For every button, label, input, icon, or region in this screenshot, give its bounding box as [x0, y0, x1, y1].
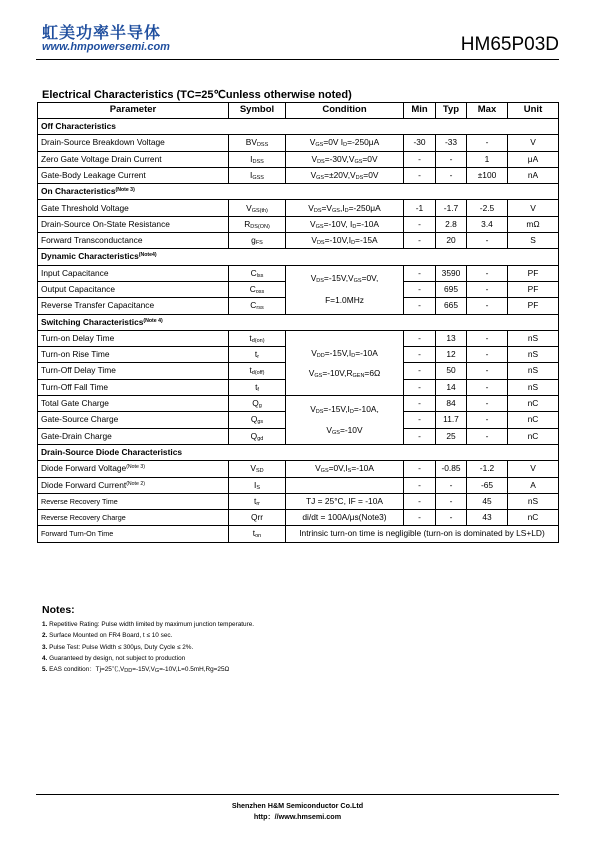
cell-typ: -: [436, 493, 467, 509]
cell-min: -: [404, 477, 436, 493]
group-title: [38, 314, 559, 330]
col-header-max: Max: [467, 103, 508, 119]
cell-typ: 14: [436, 379, 467, 395]
cell-symbol: $g_{FS}$: [229, 233, 286, 249]
cell-min: -: [404, 281, 436, 297]
cell-typ: 2.8: [436, 216, 467, 232]
cell-parameter: Forward Transconductance: [38, 233, 229, 249]
cell-symbol: $t_r$: [229, 347, 286, 363]
cell-min: -1: [404, 200, 436, 216]
cell-condition: Intrinsic turn-on time is negligible (turn-on is dominated by LS+LD): [286, 526, 559, 542]
cell-typ: 11.7: [436, 412, 467, 428]
cell-min: -: [404, 151, 436, 167]
cell-condition: $V_{GS}=\pm 20V,V_{DS}=0V$: [286, 167, 404, 183]
col-header-symbol: Symbol: [229, 103, 286, 119]
cell-typ: -0.85: [436, 461, 467, 477]
cell-typ: 50: [436, 363, 467, 379]
cell-symbol: $t_{d(off)}$: [229, 363, 286, 379]
note-text: Guaranteed by design, not subject to production: [49, 654, 186, 662]
cell-parameter: Reverse Recovery Charge: [38, 510, 229, 526]
cell-unit: nS: [508, 493, 559, 509]
cell-max: -: [467, 135, 508, 151]
cell-unit: μA: [508, 151, 559, 167]
cell-condition: $V_{DS}=-10V,I_D=-15A$: [286, 233, 404, 249]
table-row: [38, 396, 559, 412]
cell-unit: A: [508, 477, 559, 493]
cell-max: -65: [467, 477, 508, 493]
cell-typ: 695: [436, 281, 467, 297]
cell-condition: $V_{GS}=0V,I_S=-10A$: [286, 461, 404, 477]
cell-min: -: [404, 216, 436, 232]
notes-title: Notes:: [42, 604, 75, 616]
cell-typ: -33: [436, 135, 467, 151]
cell-max: -: [467, 412, 508, 428]
cell-parameter: Turn-Off Fall Time: [38, 379, 229, 395]
group-row-off: [38, 119, 559, 135]
note-item: [42, 653, 254, 664]
cell-typ: 84: [436, 396, 467, 412]
cell-parameter: Gate Threshold Voltage: [38, 200, 229, 216]
table-row: [38, 200, 559, 216]
table-row: [38, 461, 559, 477]
footer-company: Shenzhen H&M Semiconductor Co.Ltd: [231, 801, 364, 810]
cell-min: -: [404, 330, 436, 346]
cell-max: 43: [467, 510, 508, 526]
col-header-typ: Typ: [436, 103, 467, 119]
cell-typ: -: [436, 477, 467, 493]
part-number: HM65P03D: [460, 34, 559, 55]
note-number: 3.: [42, 643, 48, 651]
group-row-diode: [38, 444, 559, 460]
group-note: (Note 4): [143, 317, 163, 324]
cell-max: -2.5: [467, 200, 508, 216]
cell-symbol: $V_{GS(th)}$: [229, 200, 286, 216]
cell-unit: V: [508, 135, 559, 151]
cell-max: -: [467, 363, 508, 379]
cell-parameter: Diode Forward Current$^{(Note 2)}$: [38, 477, 229, 493]
group-note: (Note 3): [115, 187, 135, 194]
group-title: [38, 184, 559, 200]
cell-typ: 3590: [436, 265, 467, 281]
cell-min: -: [404, 379, 436, 395]
cell-max: 1: [467, 151, 508, 167]
cell-min: -: [404, 461, 436, 477]
cell-max: 3.4: [467, 216, 508, 232]
table-row: [38, 493, 559, 509]
cell-condition: $V_{DS}=-15V,I_D=-10A$, $V_{GS}=-10V$: [286, 396, 404, 445]
col-header-parameter: Parameter: [38, 103, 229, 119]
cell-max: -: [467, 396, 508, 412]
cell-typ: 20: [436, 233, 467, 249]
cell-condition: $V_{GS}=-10V$, $I_D=-10A$: [286, 216, 404, 232]
cell-parameter: Diode Forward Voltage$^{(Note 3)}$: [38, 461, 229, 477]
cell-parameter: Input Capacitance: [38, 265, 229, 281]
cell-parameter: Drain-Source On-State Resistance: [38, 216, 229, 232]
cell-min: -: [404, 428, 436, 444]
table-row: [38, 135, 559, 151]
cell-max: -: [467, 347, 508, 363]
cell-unit: S: [508, 233, 559, 249]
cell-typ: -: [436, 167, 467, 183]
cell-condition: $V_{GS}=0V$ $I_D=-250\mu A$: [286, 135, 404, 151]
note-item: [42, 642, 254, 653]
table-row: [38, 233, 559, 249]
note-number: 2.: [42, 632, 48, 640]
cell-symbol: $C_{oss}$: [229, 281, 286, 297]
group-title: Off Characteristics: [38, 119, 559, 135]
note-item: [42, 619, 254, 630]
col-header-min: Min: [404, 103, 436, 119]
cell-condition: TJ = 25°C, IF = -10A: [286, 493, 404, 509]
cell-unit: PF: [508, 281, 559, 297]
cell-parameter: Forward Turn-On Time: [38, 526, 229, 542]
note-number: 4.: [42, 654, 48, 662]
cell-min: -: [404, 347, 436, 363]
cell-symbol: $I_{DSS}$: [229, 151, 286, 167]
footer-url: http：//www.hmsemi.com: [253, 812, 342, 821]
group-row-on: [38, 184, 559, 200]
cell-max: -: [467, 330, 508, 346]
cell-parameter: Reverse Transfer Capacitance: [38, 298, 229, 314]
cell-parameter: Gate-Source Charge: [38, 412, 229, 428]
note-item: [42, 664, 254, 675]
cell-symbol: $t_{on}$: [229, 526, 286, 542]
cell-condition: $V_{DS}=V_{GS},I_D=-250\mu A$: [286, 200, 404, 216]
group-row-dynamic: [38, 249, 559, 265]
cell-unit: nS: [508, 379, 559, 395]
company-website: www.hmpowersemi.com: [42, 41, 170, 53]
cell-parameter: Turn-on Delay Time: [38, 330, 229, 346]
cell-parameter: Zero Gate Voltage Drain Current: [38, 151, 229, 167]
cell-symbol: Qrr: [229, 510, 286, 526]
cell-symbol: $R_{DS(ON)}$: [229, 216, 286, 232]
cell-parameter: Gate-Drain Charge: [38, 428, 229, 444]
cell-condition: $V_{DS}=-30V,V_{GS}=0V$: [286, 151, 404, 167]
group-title: [38, 249, 559, 265]
cell-condition: $V_{DD}=-15V,I_D=-10A$ $V_{GS}=-10V,R_{GEN}=6\Omega$: [286, 330, 404, 395]
cell-typ: 665: [436, 298, 467, 314]
group-note: (Note4): [138, 252, 157, 259]
header-divider: [36, 59, 559, 60]
table-row: [38, 526, 559, 542]
cell-unit: nS: [508, 330, 559, 346]
cell-unit: PF: [508, 265, 559, 281]
cell-min: -: [404, 493, 436, 509]
note-number: 1.: [42, 621, 48, 628]
cell-min: -: [404, 363, 436, 379]
table-row: [38, 151, 559, 167]
group-title-text: On Characteristics: [41, 186, 116, 197]
cell-max: -: [467, 428, 508, 444]
cell-min: -: [404, 396, 436, 412]
cell-unit: nC: [508, 396, 559, 412]
note-item: [42, 630, 254, 641]
cell-condition: $V_{DS}=-15V,V_{GS}=0V$, F=1.0MHz: [286, 265, 404, 314]
cell-unit: nS: [508, 363, 559, 379]
group-row-switching: [38, 314, 559, 330]
cell-symbol: $I_S$: [229, 477, 286, 493]
cell-condition: di/dt = 100A/μs(Note3): [286, 510, 404, 526]
cell-symbol: $BV_{DSS}$: [229, 135, 286, 151]
table-row: [38, 330, 559, 346]
cell-min: -: [404, 265, 436, 281]
cell-max: -: [467, 233, 508, 249]
company-logo-text: 虹美功率半导体: [42, 23, 162, 42]
cell-symbol: $t_{d(on)}$: [229, 330, 286, 346]
table-row: [38, 216, 559, 232]
cell-unit: mΩ: [508, 216, 559, 232]
cell-condition: [286, 477, 404, 493]
cell-typ: -1.7: [436, 200, 467, 216]
col-header-condition: Condition: [286, 103, 404, 119]
table-row: [38, 167, 559, 183]
note-text: Pulse Test: Pulse Width ≤ 300μs, Duty Cycle ≤ 2%.: [49, 643, 194, 651]
cell-typ: 25: [436, 428, 467, 444]
cell-min: -: [404, 412, 436, 428]
notes-list: [42, 619, 254, 675]
cell-symbol: $C_{rss}$: [229, 298, 286, 314]
cell-unit: nC: [508, 428, 559, 444]
footer-divider: [36, 794, 559, 795]
table-row: [38, 265, 559, 281]
section-title: Electrical Characteristics (TC=25℃unless otherwise noted): [42, 89, 352, 101]
cell-symbol: $Q_{gs}$: [229, 412, 286, 428]
group-title: Drain-Source Diode Characteristics: [38, 444, 559, 460]
cell-max: -: [467, 281, 508, 297]
cell-symbol: $C_{lss}$: [229, 265, 286, 281]
cell-max: ±100: [467, 167, 508, 183]
cell-unit: nC: [508, 510, 559, 526]
cell-typ: -: [436, 510, 467, 526]
cell-unit: PF: [508, 298, 559, 314]
cell-unit: nC: [508, 412, 559, 428]
cell-typ: -: [436, 151, 467, 167]
cell-parameter: Total Gate Charge: [38, 396, 229, 412]
electrical-characteristics-table: [37, 102, 559, 543]
cell-symbol: $t_{rr}$: [229, 493, 286, 509]
cell-symbol: $Q_{gd}$: [229, 428, 286, 444]
cell-max: -: [467, 265, 508, 281]
cell-parameter: Output Capacitance: [38, 281, 229, 297]
cell-unit: V: [508, 200, 559, 216]
cell-min: -30: [404, 135, 436, 151]
note-text: Surface Mounted on FR4 Board, t ≤ 10 sec.: [49, 632, 173, 640]
cell-max: -: [467, 298, 508, 314]
cell-symbol: $t_f$: [229, 379, 286, 395]
cell-parameter: Turn-on Rise Time: [38, 347, 229, 363]
table-row: [38, 510, 559, 526]
cell-min: -: [404, 167, 436, 183]
cell-max: -1.2: [467, 461, 508, 477]
note-text: Repetitive Rating: Pulse width limited by maximum junction temperature.: [49, 621, 255, 628]
cell-parameter: Reverse Recovery Time: [38, 493, 229, 509]
group-title-text: Switching Characteristics: [41, 316, 144, 327]
col-header-unit: Unit: [508, 103, 559, 119]
note-number: 5.: [42, 666, 48, 674]
cell-min: -: [404, 298, 436, 314]
cell-unit: nS: [508, 347, 559, 363]
note-text: EAS condition：$Tj=25℃,V_{DD}=-15V,V_G=-10V,L=0.5mH,Rg=25\Omega$: [49, 666, 230, 675]
cell-unit: V: [508, 461, 559, 477]
cell-typ: 13: [436, 330, 467, 346]
cell-max: -: [467, 379, 508, 395]
group-title-text: Dynamic Characteristics: [41, 251, 139, 262]
cell-max: 45: [467, 493, 508, 509]
cell-parameter: Gate-Body Leakage Current: [38, 167, 229, 183]
cell-parameter: Turn-Off Delay Time: [38, 363, 229, 379]
cell-unit: nA: [508, 167, 559, 183]
cell-min: -: [404, 510, 436, 526]
cell-symbol: $Q_g$: [229, 396, 286, 412]
cell-parameter: Drain-Source Breakdown Voltage: [38, 135, 229, 151]
cell-typ: 12: [436, 347, 467, 363]
cell-min: -: [404, 233, 436, 249]
table-header-row: [38, 103, 559, 119]
cell-symbol: $V_{SD}$: [229, 461, 286, 477]
cell-symbol: $I_{GSS}$: [229, 167, 286, 183]
table-row: [38, 477, 559, 493]
